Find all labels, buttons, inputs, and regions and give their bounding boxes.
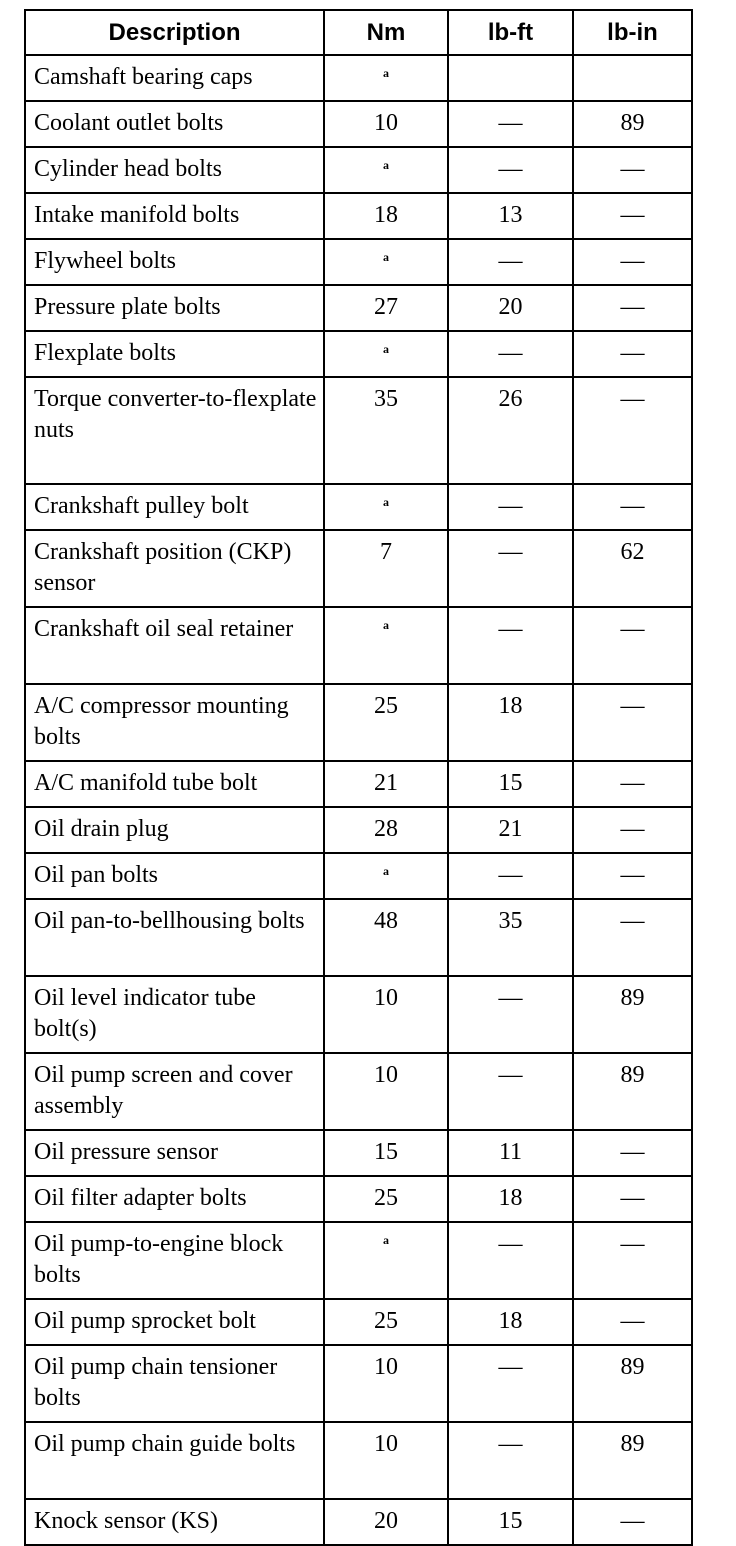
lbft-value: — bbox=[498, 539, 523, 565]
nm-value: a bbox=[383, 495, 389, 509]
description-cell: Oil level indicator tube bolt(s) bbox=[25, 976, 324, 1053]
nm-cell bbox=[324, 193, 448, 239]
nm-cell bbox=[324, 684, 448, 761]
lbin-cell bbox=[573, 1499, 692, 1545]
lbin-value: 89 bbox=[620, 1354, 645, 1380]
lbft-value: — bbox=[498, 985, 523, 1011]
header-lbft: lb-ft bbox=[448, 10, 573, 55]
nm-value: 10 bbox=[374, 1354, 398, 1380]
nm-cell bbox=[324, 484, 448, 530]
lbin-value: — bbox=[620, 616, 645, 642]
lbft-value: 15 bbox=[498, 770, 523, 796]
description-cell: Oil pan bolts bbox=[25, 853, 324, 899]
lbin-value: — bbox=[620, 693, 645, 719]
lbin-cell bbox=[573, 377, 692, 484]
lbin-cell bbox=[573, 1053, 692, 1130]
nm-cell bbox=[324, 147, 448, 193]
lbin-cell bbox=[573, 239, 692, 285]
lbft-cell bbox=[448, 684, 573, 761]
nm-value: a bbox=[383, 864, 389, 878]
lbft-cell bbox=[448, 976, 573, 1053]
nm-cell bbox=[324, 899, 448, 976]
lbin-cell bbox=[573, 1222, 692, 1299]
header-nm: Nm bbox=[324, 10, 448, 55]
lbin-value: — bbox=[620, 1508, 645, 1534]
lbin-cell bbox=[573, 101, 692, 147]
description-cell: Oil pump screen and cover assembly bbox=[25, 1053, 324, 1130]
nm-cell bbox=[324, 976, 448, 1053]
lbft-cell bbox=[448, 55, 573, 101]
nm-value: 48 bbox=[374, 908, 398, 934]
lbin-value: 89 bbox=[620, 985, 645, 1011]
nm-value: 10 bbox=[374, 985, 398, 1011]
description-cell: A/C manifold tube bolt bbox=[25, 761, 324, 807]
lbft-value: 18 bbox=[498, 1185, 523, 1211]
lbin-cell bbox=[573, 899, 692, 976]
table-row bbox=[25, 101, 692, 147]
lbin-cell bbox=[573, 147, 692, 193]
nm-value: 25 bbox=[374, 1185, 398, 1211]
lbft-value: — bbox=[498, 340, 523, 366]
lbft-cell bbox=[448, 331, 573, 377]
lbft-cell bbox=[448, 1422, 573, 1499]
lbin-value: — bbox=[620, 248, 645, 274]
lbin-cell bbox=[573, 55, 692, 101]
lbin-cell bbox=[573, 285, 692, 331]
lbft-cell bbox=[448, 193, 573, 239]
lbin-value: 89 bbox=[620, 1062, 645, 1088]
header-row bbox=[25, 10, 692, 55]
table-row bbox=[25, 239, 692, 285]
table-row bbox=[25, 1053, 692, 1130]
lbft-value: 26 bbox=[498, 386, 523, 412]
description-cell: Oil pump sprocket bolt bbox=[25, 1299, 324, 1345]
nm-cell bbox=[324, 1222, 448, 1299]
lbin-cell bbox=[573, 684, 692, 761]
lbft-cell bbox=[448, 101, 573, 147]
lbft-cell bbox=[448, 1299, 573, 1345]
table-row bbox=[25, 377, 692, 484]
lbin-cell bbox=[573, 976, 692, 1053]
lbin-cell bbox=[573, 484, 692, 530]
lbft-value: 11 bbox=[498, 1139, 523, 1165]
lbin-cell bbox=[573, 1130, 692, 1176]
nm-cell bbox=[324, 807, 448, 853]
header-description: Description bbox=[25, 10, 324, 55]
nm-value: a bbox=[383, 66, 389, 80]
nm-cell bbox=[324, 1176, 448, 1222]
nm-value: 25 bbox=[374, 693, 398, 719]
lbft-cell bbox=[448, 1053, 573, 1130]
lbft-cell bbox=[448, 484, 573, 530]
nm-value: 28 bbox=[374, 816, 398, 842]
table-row bbox=[25, 899, 692, 976]
lbft-value: 21 bbox=[498, 816, 523, 842]
table-row bbox=[25, 1299, 692, 1345]
lbin-value: 89 bbox=[620, 110, 645, 136]
lbft-value: — bbox=[498, 862, 523, 888]
nm-value: 27 bbox=[374, 294, 398, 320]
table-row bbox=[25, 530, 692, 607]
lbft-cell bbox=[448, 1345, 573, 1422]
lbin-cell bbox=[573, 530, 692, 607]
nm-value: 10 bbox=[374, 1431, 398, 1457]
torque-spec-table bbox=[24, 9, 693, 1546]
description-cell: Crankshaft position (CKP) sensor bbox=[25, 530, 324, 607]
table-row bbox=[25, 853, 692, 899]
lbft-cell bbox=[448, 807, 573, 853]
lbft-value: — bbox=[498, 1354, 523, 1380]
lbft-cell bbox=[448, 1176, 573, 1222]
table-row bbox=[25, 1176, 692, 1222]
description-cell: Cylinder head bolts bbox=[25, 147, 324, 193]
lbft-cell bbox=[448, 239, 573, 285]
description-cell: Oil pump chain tensioner bolts bbox=[25, 1345, 324, 1422]
lbft-cell bbox=[448, 1130, 573, 1176]
lbin-value: — bbox=[620, 1185, 645, 1211]
lbin-cell bbox=[573, 1345, 692, 1422]
nm-cell bbox=[324, 377, 448, 484]
description-cell: Oil filter adapter bolts bbox=[25, 1176, 324, 1222]
lbft-value: — bbox=[498, 156, 523, 182]
table-row bbox=[25, 331, 692, 377]
description-cell: Torque converter-to-flexplate nuts bbox=[25, 377, 324, 484]
lbin-value: — bbox=[620, 1308, 645, 1334]
nm-value: a bbox=[383, 250, 389, 264]
lbin-value: — bbox=[620, 816, 645, 842]
lbft-value: — bbox=[498, 110, 523, 136]
header-lbin: lb-in bbox=[573, 10, 692, 55]
nm-cell bbox=[324, 1299, 448, 1345]
nm-cell bbox=[324, 331, 448, 377]
nm-value: 10 bbox=[374, 110, 398, 136]
nm-cell bbox=[324, 853, 448, 899]
table-row bbox=[25, 285, 692, 331]
lbft-value: 35 bbox=[498, 908, 523, 934]
nm-value: 10 bbox=[374, 1062, 398, 1088]
lbft-cell bbox=[448, 1222, 573, 1299]
nm-cell bbox=[324, 1499, 448, 1545]
nm-cell bbox=[324, 530, 448, 607]
lbin-value: 89 bbox=[620, 1431, 645, 1457]
lbft-cell bbox=[448, 1499, 573, 1545]
lbft-value: 18 bbox=[498, 1308, 523, 1334]
table-row bbox=[25, 607, 692, 684]
lbft-cell bbox=[448, 899, 573, 976]
lbin-cell bbox=[573, 1299, 692, 1345]
lbft-cell bbox=[448, 147, 573, 193]
lbft-value: 20 bbox=[498, 294, 523, 320]
lbft-value: — bbox=[498, 1231, 523, 1257]
lbft-value: 18 bbox=[498, 693, 523, 719]
table-row bbox=[25, 1130, 692, 1176]
lbin-value: — bbox=[620, 862, 645, 888]
lbft-value: — bbox=[498, 1062, 523, 1088]
table-row bbox=[25, 1345, 692, 1422]
table-row bbox=[25, 193, 692, 239]
lbin-value: — bbox=[620, 908, 645, 934]
lbin-cell bbox=[573, 853, 692, 899]
table-row bbox=[25, 147, 692, 193]
nm-value: 15 bbox=[374, 1139, 398, 1165]
description-cell: Coolant outlet bolts bbox=[25, 101, 324, 147]
nm-value: a bbox=[383, 158, 389, 172]
lbft-cell bbox=[448, 607, 573, 684]
nm-value: a bbox=[383, 618, 389, 632]
lbin-value: — bbox=[620, 1139, 645, 1165]
nm-cell bbox=[324, 285, 448, 331]
lbft-value: 13 bbox=[498, 202, 523, 228]
description-cell: Crankshaft oil seal retainer bbox=[25, 607, 324, 684]
lbft-cell bbox=[448, 285, 573, 331]
lbin-value: — bbox=[620, 202, 645, 228]
lbin-cell bbox=[573, 331, 692, 377]
description-cell: Knock sensor (KS) bbox=[25, 1499, 324, 1545]
lbin-value: — bbox=[620, 294, 645, 320]
description-cell: Oil pump chain guide bolts bbox=[25, 1422, 324, 1499]
lbin-cell bbox=[573, 607, 692, 684]
lbft-value: 15 bbox=[498, 1508, 523, 1534]
nm-cell bbox=[324, 1053, 448, 1130]
lbin-value: 62 bbox=[620, 539, 645, 565]
nm-cell bbox=[324, 55, 448, 101]
nm-value: a bbox=[383, 1233, 389, 1247]
nm-cell bbox=[324, 239, 448, 285]
table-row bbox=[25, 761, 692, 807]
nm-value: 35 bbox=[374, 386, 398, 412]
description-cell: Oil pan-to-bellhousing bolts bbox=[25, 899, 324, 976]
table-row bbox=[25, 1422, 692, 1499]
lbin-value: — bbox=[620, 770, 645, 796]
nm-cell bbox=[324, 1345, 448, 1422]
nm-cell bbox=[324, 761, 448, 807]
lbin-cell bbox=[573, 193, 692, 239]
description-cell: Flexplate bolts bbox=[25, 331, 324, 377]
lbft-value: — bbox=[498, 1431, 523, 1457]
nm-value: a bbox=[383, 342, 389, 356]
description-cell: Oil drain plug bbox=[25, 807, 324, 853]
description-cell: Oil pressure sensor bbox=[25, 1130, 324, 1176]
lbin-value: — bbox=[620, 1231, 645, 1257]
table-row bbox=[25, 1222, 692, 1299]
lbin-value: — bbox=[620, 493, 645, 519]
lbft-cell bbox=[448, 377, 573, 484]
table-row bbox=[25, 976, 692, 1053]
lbin-value: — bbox=[620, 386, 645, 412]
lbft-value: — bbox=[498, 248, 523, 274]
description-cell: Camshaft bearing caps bbox=[25, 55, 324, 101]
nm-value: 21 bbox=[374, 770, 398, 796]
nm-cell bbox=[324, 1130, 448, 1176]
table-row bbox=[25, 684, 692, 761]
table-row bbox=[25, 1499, 692, 1545]
lbin-cell bbox=[573, 807, 692, 853]
nm-cell bbox=[324, 1422, 448, 1499]
description-cell: A/C compressor mounting bolts bbox=[25, 684, 324, 761]
lbft-cell bbox=[448, 530, 573, 607]
nm-cell bbox=[324, 607, 448, 684]
lbin-cell bbox=[573, 1176, 692, 1222]
nm-cell bbox=[324, 101, 448, 147]
description-cell: Pressure plate bolts bbox=[25, 285, 324, 331]
description-cell: Crankshaft pulley bolt bbox=[25, 484, 324, 530]
description-cell: Flywheel bolts bbox=[25, 239, 324, 285]
table-row bbox=[25, 55, 692, 101]
lbin-value: — bbox=[620, 340, 645, 366]
lbin-cell bbox=[573, 1422, 692, 1499]
lbin-value: — bbox=[620, 156, 645, 182]
nm-value: 20 bbox=[374, 1508, 398, 1534]
table-row bbox=[25, 807, 692, 853]
table-row bbox=[25, 484, 692, 530]
description-cell: Intake manifold bolts bbox=[25, 193, 324, 239]
lbft-value: — bbox=[498, 493, 523, 519]
lbft-cell bbox=[448, 761, 573, 807]
lbin-cell bbox=[573, 761, 692, 807]
nm-value: 18 bbox=[374, 202, 398, 228]
description-cell: Oil pump-to-engine block bolts bbox=[25, 1222, 324, 1299]
lbft-value: — bbox=[498, 616, 523, 642]
nm-value: 7 bbox=[380, 539, 392, 565]
lbft-cell bbox=[448, 853, 573, 899]
nm-value: 25 bbox=[374, 1308, 398, 1334]
